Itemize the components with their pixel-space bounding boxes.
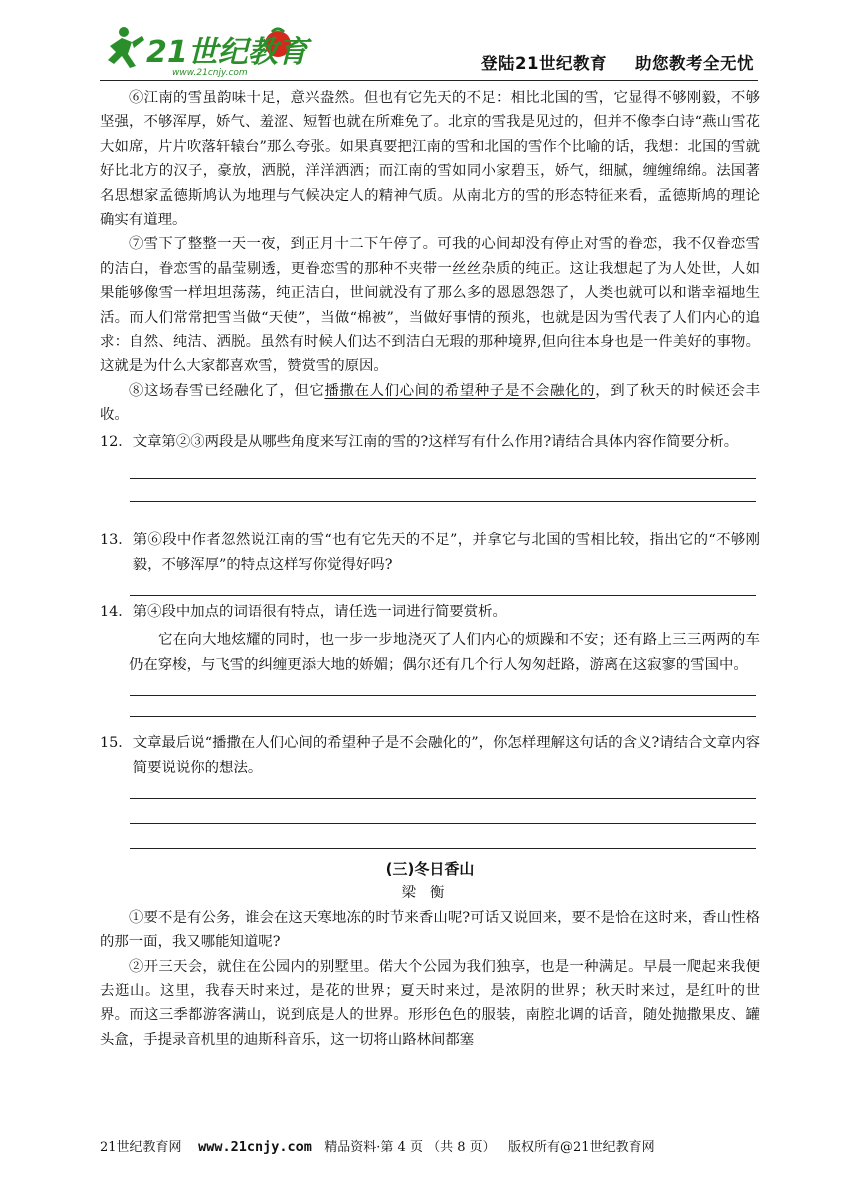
paragraph-7: ⑦雪下了整整一天一夜，到正月十二下午停了。可我的心间却没有停止对雪的眷恋，我不仅眷恋雪的洁白，眷恋雪的晶莹剔透，更眷恋雪的那种不夹带一丝丝杂质的纯正。这让我想起了为人处世，人如果能够像雪一样坦坦荡荡，纯正洁白，世间就没有了那么多的恩恩怨怨了，人类也就可以和谐幸福地生活。而人们常常把雪当做“天使”，当做“棉被”，当做好事情的预兆，也就是因为雪代表了人们内心的追求：自然、纯洁、洒脱。虽然有时候人们达不到洁白无瑕的那种境界,但向往本身也是一件美好的事物。这就是为什么大家都喜欢雪，赞赏雪的原因。 bbox=[100, 236, 760, 375]
question-15 bbox=[100, 731, 760, 780]
paragraph-8 bbox=[100, 379, 760, 428]
answer-line[interactable] bbox=[130, 456, 756, 479]
svg-text:21世纪教育: 21世纪教育 bbox=[146, 35, 308, 70]
answer-line[interactable] bbox=[130, 696, 756, 717]
question-15-text: 文章最后说“播撒在人们心间的希望种子是不会融化的”，你怎样理解这句话的含义?请结合文章内容简要说说你的想法。 bbox=[132, 735, 760, 776]
page-footer bbox=[100, 1136, 760, 1155]
question-12 bbox=[100, 430, 760, 454]
page-header bbox=[100, 18, 758, 81]
question-12-text: 文章第②③两段是从哪些角度来写江南的雪的?这样写有什么作用?请结合具体内容作简要分析。 bbox=[132, 433, 739, 450]
section-title: (三)冬日香山 bbox=[385, 859, 475, 878]
question-13 bbox=[100, 528, 760, 577]
header-slogan bbox=[481, 50, 754, 74]
question-13-text: 第⑥段中作者忽然说江南的雪“也有它先天的不足”，并拿它与北国的雪相比较，指出它的“不够刚毅，不够浑厚”的特点这样写你觉得好吗? bbox=[132, 532, 760, 573]
paragraph-6: ⑥江南的雪虽韵味十足，意兴盎然。但也有它先天的不足：相比北国的雪，它显得不够刚毅，不够坚强，不够浑厚，娇气、羞涩、短暂也就在所难免了。北京的雪我是见过的，但并不像李白诗“燕山雪花大如席，片片吹落轩辕台”那么夸张。如果真要把江南的雪和北国的雪作个比喻的话，我想：北国的雪就好比北方的汉子，豪放，洒脱，洋洋洒洒；而江南的雪如同小家碧玉，娇气，细腻，缠缠绵绵。法国著名思想家孟德斯鸠认为地理与气候决定人的精神气质。从南北方的雪的形态特征来看，孟德斯鸠的理论确实有道理。 bbox=[100, 90, 760, 229]
section3-paragraph-1: ①要不是有公务，谁会在这天寒地冻的时节来香山呢?可话又说回来，要不是恰在这时来，香山性格的那一面，我又哪能知道呢? bbox=[100, 909, 760, 951]
answer-line[interactable] bbox=[130, 799, 756, 824]
section-author: 梁衡 bbox=[401, 885, 459, 902]
question-13-number: 13． bbox=[100, 532, 133, 549]
answer-line[interactable] bbox=[130, 677, 756, 696]
section3-paragraph-2: ②开三天会，就住在公园内的别墅里。偌大个公园为我们独享，也是一种满足。早晨一爬起来我便去逛山。这里，我春天时来过，是花的世界；夏天时来过，是浓阴的世界；秋天时来过，是红叶的世界。而这三季都游客满山，说到底是人的世界。形形色色的服装，南腔北调的话音，随处抛撒果皮、罐头盒，手提录音机里的迪斯科音乐，这一切将山路林间都塞 bbox=[100, 958, 760, 1048]
answer-line[interactable] bbox=[130, 577, 756, 596]
question-14-number: 14． bbox=[100, 603, 133, 620]
footer-url[interactable]: www.21cnjy.com bbox=[198, 1139, 312, 1155]
answer-line[interactable] bbox=[130, 780, 756, 799]
question-14 bbox=[100, 600, 760, 624]
slogan-left: 登陆21世纪教育 bbox=[481, 54, 607, 73]
footer-page-info: 精品资料·第 4 页 （共 8 页） bbox=[324, 1140, 496, 1155]
question-12-number: 12． bbox=[100, 433, 133, 450]
answer-line[interactable] bbox=[130, 479, 756, 502]
document-body bbox=[100, 86, 760, 1052]
p8-after: ，到了秋天的时候还会丰收。 bbox=[100, 382, 760, 424]
question-14-quote: 它在向大地炫耀的同时，也一步一步地浇灭了人们内心的烦躁和不安；还有路上三三两两的车仍在穿梭，与飞雪的纠缠更添大地的娇媚；偶尔还有几个行人匆匆赶路，游离在这寂寥的雪国中。 bbox=[129, 632, 760, 673]
question-14-text: 第④段中加点的词语很有特点，请任选一词进行简要赏析。 bbox=[132, 603, 507, 620]
svg-text:www.21cnjy.com: www.21cnjy.com bbox=[172, 68, 248, 78]
answer-line[interactable] bbox=[130, 824, 756, 849]
slogan-right: 助您教考全无忧 bbox=[635, 54, 754, 73]
footer-site: 21世纪教育网 bbox=[100, 1140, 182, 1155]
footer-copyright: 版权所有@21世纪教育网 bbox=[508, 1140, 655, 1155]
question-15-number: 15． bbox=[100, 735, 133, 752]
p8-before: ⑧这场春雪已经融化了，但它 bbox=[129, 382, 325, 399]
site-logo[interactable] bbox=[102, 22, 322, 78]
underlined-sentence: 播撒在人们心间的希望种子是不会融化的 bbox=[324, 382, 596, 399]
